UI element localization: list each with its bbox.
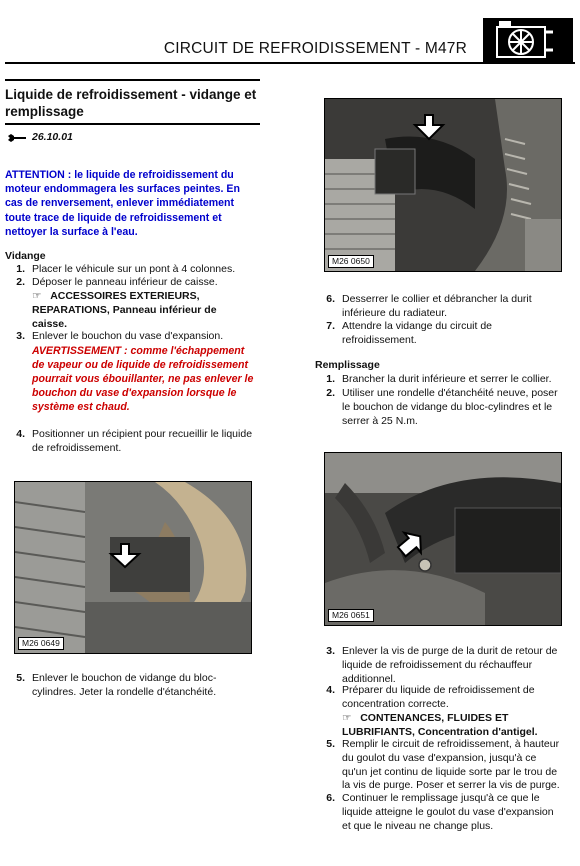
- repair-date: 26.10.01: [32, 131, 73, 143]
- remplissage-step-1: 1. Brancher la durit inférieure et serrer le collier.: [326, 373, 552, 385]
- pointing-hand-icon: ☞: [32, 290, 42, 302]
- vidange-step-1: 1. Placer le véhicule sur un pont à 4 colonnes.: [16, 263, 236, 275]
- vidange-heading: Vidange: [5, 250, 46, 262]
- remplissage-step-2: 2. Utiliser une rondelle d'étanchéité neuve, poser le bouchon de vidange du bloc-cylindres et le serrer à 25 N.m.: [326, 387, 558, 427]
- photo-caption: M26 0649: [18, 637, 64, 650]
- section-title-line1: Liquide de refroidissement - vidange et: [5, 87, 257, 102]
- photo-m26-0650: [324, 98, 562, 272]
- remplissage-step-5: 5. Remplir le circuit de refroidissement, à hauteur du goulot du vase d'expansion, jusqu'à ce qu'un jet continu de liquide sorte par le trou de la vis de purge. Poser et serrer la vis de purge.: [326, 738, 560, 792]
- attention-notice: ATTENTION : le liquide de refroidissement du moteur endommagera les surfaces peintes. En cas de renversement, enlever immédiatement toute trace de liquide de refroidissement et nettoyer la surface à l'eau.: [5, 169, 240, 238]
- header-rule: [5, 62, 575, 64]
- remplissage-step-4: 4. Préparer du liquide de refroidissement de concentration correcte.: [326, 684, 535, 710]
- page-header-title: CIRCUIT DE REFROIDISSEMENT - M47R: [163, 40, 467, 57]
- wrench-icon: [7, 130, 27, 148]
- section-rule-bottom: [5, 123, 260, 125]
- section-rule-top: [5, 79, 260, 81]
- photo-m26-0651: [324, 452, 562, 626]
- photo-caption: M26 0651: [328, 609, 374, 622]
- section-title-line2: remplissage: [5, 104, 84, 119]
- vidange-step-6: 6. Desserrer le collier et débrancher la durit inférieure du radiateur.: [326, 293, 532, 319]
- vidange-step-2-reference[interactable]: ☞ ACCESSOIRES EXTERIEURS, REPARATIONS, Panneau inférieur de caisse.: [32, 290, 217, 330]
- remplissage-step-6: 6. Continuer le remplissage jusqu'à ce que le liquide atteigne le goulot du vase d'expansion et que le niveau ne change plus.: [326, 792, 554, 832]
- vidange-warning: AVERTISSEMENT : comme l'échappement de vapeur ou de liquide de refroidissement pourrait vous ébouillanter, ne pas enlever le bouchon du vase d'expansion lorsque le système est chaud.: [32, 345, 254, 413]
- vidange-step-2: 2. Déposer le panneau inférieur de caisse.: [16, 276, 218, 288]
- vidange-step-3: 3. Enlever le bouchon du vase d'expansion.: [16, 330, 224, 342]
- vidange-step-5: 5. Enlever le bouchon de vidange du bloc- cylindres. Jeter la rondelle d'étanchéité.: [16, 672, 217, 698]
- vidange-step-4: 4. Positionner un récipient pour recueillir le liquide de refroidissement.: [16, 428, 253, 454]
- photo-caption: M26 0650: [328, 255, 374, 268]
- remplissage-step-3: 3. Enlever la vis de purge de la durit de retour de liquide de refroidissement du réchauffeur additionnel.: [326, 645, 558, 685]
- radiator-fan-icon: [483, 18, 573, 62]
- remplissage-step-4-reference[interactable]: ☞ CONTENANCES, FLUIDES ET LUBRIFIANTS, Concentration d'antigel.: [342, 712, 538, 738]
- vidange-step-7: 7. Attendre la vidange du circuit de refroidissement.: [326, 320, 493, 346]
- pointing-hand-icon: ☞: [342, 712, 352, 724]
- remplissage-heading: Remplissage: [315, 359, 380, 371]
- photo-m26-0649: [14, 481, 252, 654]
